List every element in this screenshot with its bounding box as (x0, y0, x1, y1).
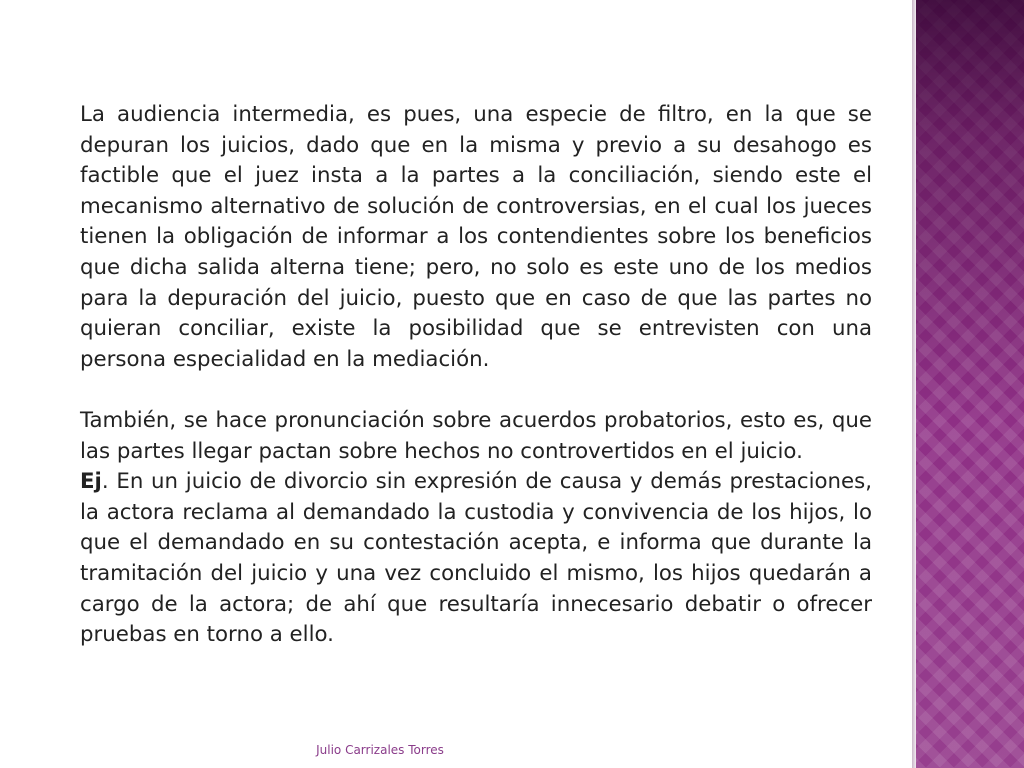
paragraph-spacer (80, 375, 872, 406)
slide-body (80, 100, 872, 651)
example-label: Ej (80, 469, 102, 495)
paragraph-acuerdos-probatorios: También, se hace pronunciación sobre acuerdos probatorios, esto es, que las partes llegar pactan sobre hechos no controvertidos en el juicio. (80, 407, 872, 464)
footer-author: Julio Carrizales Torres (316, 743, 444, 757)
decorative-side-band (912, 0, 1024, 768)
paragraph-example (80, 467, 872, 651)
side-band-edge (912, 0, 916, 768)
example-text: . En un juicio de divorcio sin expresión de causa y demás prestaciones, la actora reclama al demandado la custodia y convivencia de los hijos, lo que el demandado en su contestación acepta, e informa que durante la tramitación del juicio y una vez concluido el mismo, los hijos quedarán a cargo de la actora; de ahí que resultaría innecesario debatir o ofrecer pruebas en torno a ello. (80, 469, 872, 648)
paragraph-audiencia-intermedia: La audiencia intermedia, es pues, una especie de filtro, en la que se depuran los juicios, dado que en la misma y previo a su desahogo es factible que el juez insta a la partes a la conciliación, siendo este el mecanismo alternativo de solución de controversias, en el cual los jueces tienen la obligación de informar a los contendientes sobre los beneficios que dicha salida alterna tiene; pero, no solo es este uno de los medios para la depuración del juicio, puesto que en caso de que las partes no quieran conciliar, existe la posibilidad que se entrevisten con una persona especialidad en la mediación. (80, 102, 872, 372)
